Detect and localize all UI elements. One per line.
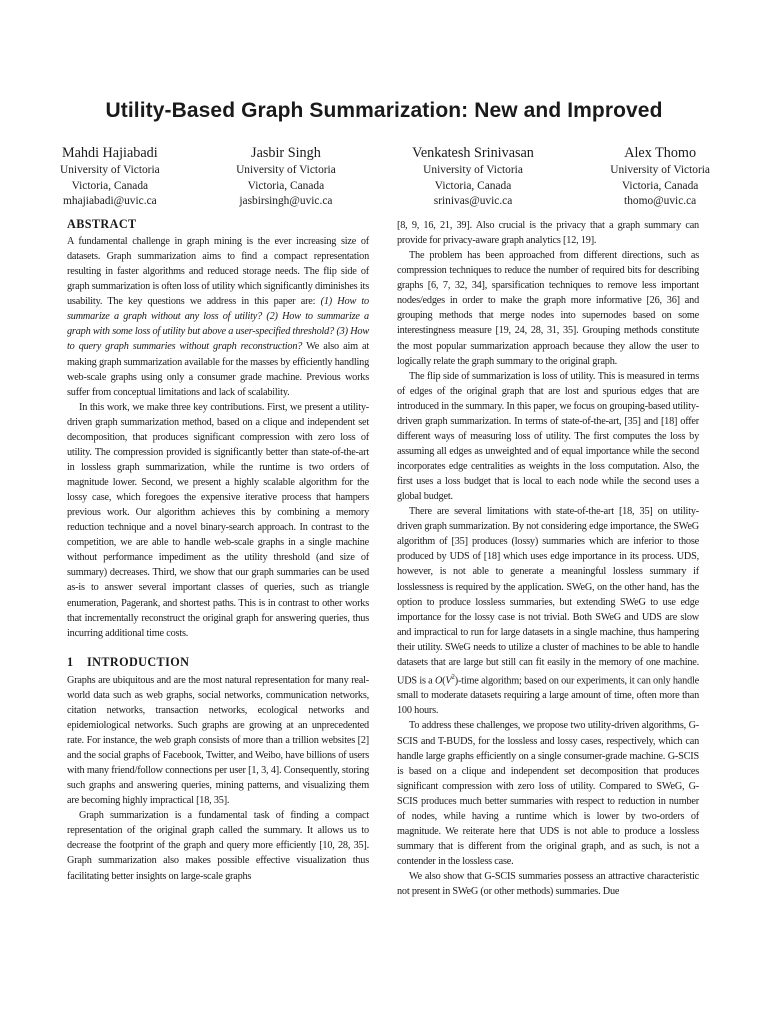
author-1 [60, 144, 160, 210]
intro-paragraph-5: There are several limitations with state-of-the-art [18, 35] on utility-driven graph summarization. By not considering edge importance, the SWeG algorithm of [35] produces (lossy) summaries which are inferior to those produced by UDS of [18] which uses edge importance in its process. UDS, however, is not able to generate a meaningful lossless summary if losslessness is required by the application. SWeG, on the other hand, has the option to produce lossless summaries, but extending SWeG to use edge importance for the lossy case is not trivial. Both SWeG and UDS are slow and impractical to run for large datasets in a single machine, thus hampering their utility. SWeG needs to utilize a cluster of machines to be able to handle datasets that are large but still can fit easily in the memory of one machine. UDS is a $O(V^2)$-time algorithm; based on our experiments, it can only handle small to moderate datasets requiring a large amount of time, often more than 100 hours. [397, 506, 699, 717]
author-affiliation: University of Victoria [423, 164, 523, 176]
intro-paragraph-1: Graphs are ubiquitous and are the most natural representation for many real-world data such as web graphs, social networks, communication networks, citation networks, transaction networks, ecological networks and epidemiological networks. Such graphs are growing at an unprecedented rate. For instance, the web graph consists of more than a trillion websites [2] and the social graphs of Facebook, Twitter, and Weibo, have billions of users with many friend/follow connections per user [1, 3, 4]. Consequently, storing such graphs and answering queries, mining patterns, and visualizing them are becoming highly impractical [18, 35]. [67, 674, 369, 807]
research-questions: (1) How to summarize a graph without any loss of utility? (2) How to summarize a graph with some loss of utility but above a user-specified threshold? (3) How to query graph summaries without graph reconstruction? [67, 296, 369, 353]
author-name: Alex Thomo [624, 145, 697, 161]
right-column [397, 218, 699, 899]
intro-paragraph-2: Graph summarization is a fundamental task of finding a compact representation of the original graph called the summary. It allows us to decrease the footprint of the graph and query more efficiently [10, 28, 35]. Graph summarization also makes possible effective visualization thus facilitating better insights on large-scale graphs [67, 810, 369, 882]
author-4 [610, 144, 710, 210]
abstract-paragraph-2: In this work, we make three key contributions. First, we present a utility-driven graph summarization method, based on a clique and independent set decomposition, that produces significant compression with zero loss of utility. The compression provided is significantly better than state-of-the-art in lossless graph summarization, while the runtime is two orders of magnitude lower. Second, we present a highly scalable algorithm for the lossy case, which foregoes the expensive iterative process that hampers previous work. Our algorithm achieves this by combining a memory reduction technique and a novel binary-search approach. In contrast to the competition, we are able to handle web-scale graphs in a single machine without performance impediment as the utility threshold (and size of summary) decreases. Third, we show that our graph summaries can be used as-is to answer several important classes of queries, such as triangle enumeration, Pagerank, and shortest paths. This is in contrast to other works that incrementally reconstruct the original graph for answering queries, thus incurring additional time costs. [67, 401, 369, 639]
introduction-heading: 1 INTRODUCTION [67, 654, 190, 669]
author-email: srinivas@uvic.ca [433, 195, 513, 207]
abstract-paragraph-1: A fundamental challenge in graph mining is the ever increasing size of datasets. Graph summarization aims to find a compact representation resulting in faster algorithms and reduced storage needs. The flip side of graph summarization is often loss of utility which significantly diminishes its usability. The key questions we address in this paper are: (1) How to summarize a graph without any loss of utility? (2) How to summarize a graph with some loss of utility but above a user-specified threshold? (3) How to query graph summaries without graph reconstruction? We also aim at making graph summarization available for the masses by efficiently handling web-scale graphs using only a consumer grade machine. Previous works suffer from conceptual limitations and lack of scalability. [67, 236, 369, 398]
author-location: Victoria, Canada [621, 179, 699, 192]
author-2 [236, 144, 336, 210]
author-email: jasbirsingh@uvic.ca [239, 195, 333, 207]
intro-paragraph-6: To address these challenges, we propose two utility-driven algorithms, G-SCIS and T-BUDS, for the lossless and lossy cases, respectively, which can handle large graphs efficiently on a single consumer-grade machine. G-SCIS is based on a clique and independent set decomposition that produces significant compression with zero loss of utility. Compared to SWeG, G-SCIS produces much better summaries with respect to reduction in number of nodes, while having a runtime which is lower by two-orders of magnitude. We reiterate here that UDS is not able to produce a lossless summary that is different from the original graph, and as such, is not a contender in the lossless case. [397, 720, 699, 868]
author-name: Jasbir Singh [251, 145, 321, 161]
abstract-heading: ABSTRACT [67, 217, 137, 231]
paper-title: Utility-Based Graph Summarization: New and Improved [105, 99, 663, 122]
author-email: thomo@uvic.ca [624, 195, 697, 207]
author-email: mhajiabadi@uvic.ca [63, 195, 157, 207]
intro-paragraph-2-continued: [8, 9, 16, 21, 39]. Also crucial is the privacy that a graph summary can provide for privacy-aware graph analytics [12, 19]. [397, 220, 699, 247]
author-affiliation: University of Victoria [60, 164, 160, 176]
author-affiliation: University of Victoria [610, 164, 710, 176]
intro-paragraph-4: The flip side of summarization is loss of utility. This is measured in terms of edges of the original graph that are lost and spurious edges that are introduced in the summary. In this paper, we focus on grouping-based utility-driven graph summarization. In terms of state-of-the-art, [35] and [18] offer different ways of measuring loss of utility. The first computes the loss by assuming all edges as unweighted and of equal importance while the second incorporates edge centralities as weights in the loss computation. Also, the first uses a loss budget that is local to each node while the second uses a global budget. [397, 370, 699, 503]
author-name: Mahdi Hajiabadi [61, 145, 158, 161]
author-affiliation: University of Victoria [236, 164, 336, 176]
left-column [67, 217, 369, 884]
intro-paragraph-7: We also show that G-SCIS summaries possess an attractive characteristic not present in SWeG (or other methods) summaries. Due [397, 871, 699, 898]
author-name: Venkatesh Srinivasan [412, 145, 534, 161]
author-location: Victoria, Canada [434, 179, 512, 192]
author-block [60, 144, 710, 210]
author-3 [412, 144, 534, 210]
intro-paragraph-3: The problem has been approached from different directions, such as compression techniques to reduce the number of required bits for describing graphs [6, 7, 32, 34], sparsification techniques to remove less important nodes/edges in order to make the graph more informative [26, 36] and grouping methods that merge nodes into supernodes based on some interestingness measure [19, 24, 28, 31, 35]. Grouping methods constitute the most popular summarization approach because they allow the user to logically relate the graph summary to the original graph. [397, 250, 699, 367]
author-location: Victoria, Canada [71, 179, 149, 192]
author-location: Victoria, Canada [247, 179, 325, 192]
